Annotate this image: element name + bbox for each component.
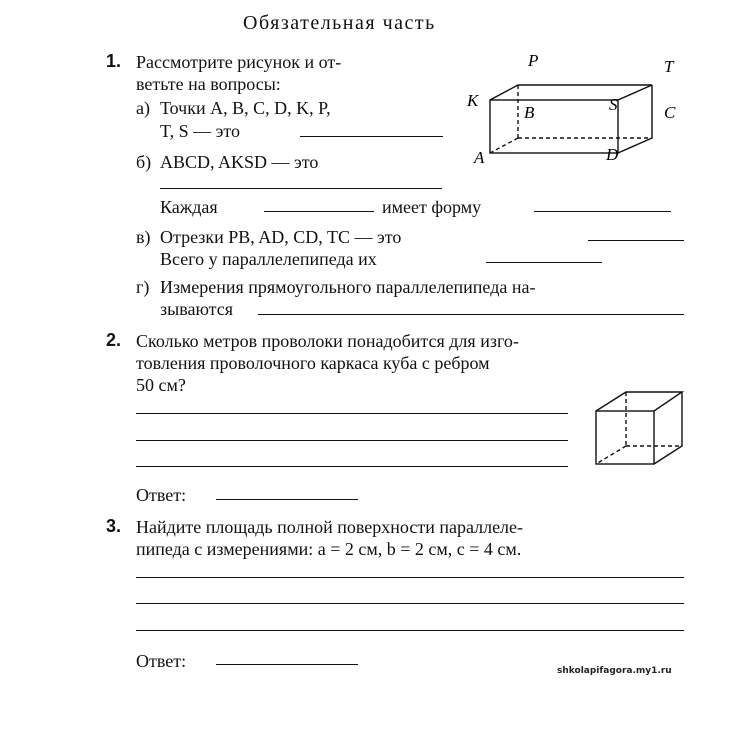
front-face-AKSD bbox=[490, 100, 618, 153]
q1-b-has-form: имеет форму bbox=[382, 197, 482, 217]
q1-b-form-blank[interactable] bbox=[534, 211, 671, 212]
q2-answer-blank[interactable] bbox=[216, 499, 358, 500]
q1-b-answer-blank[interactable] bbox=[160, 188, 442, 189]
q3-work-line[interactable] bbox=[136, 630, 684, 631]
q1-b-each: Каждая bbox=[160, 197, 218, 217]
q1-g-line2: зываются bbox=[160, 299, 234, 319]
q3-number: 3. bbox=[106, 516, 122, 536]
label-K: K bbox=[467, 91, 479, 110]
top-face bbox=[490, 85, 652, 100]
q3-line1: Найдите площадь полной поверхности параллеле- bbox=[136, 517, 524, 537]
q1-b-each-blank[interactable] bbox=[264, 211, 374, 212]
label-A: A bbox=[474, 148, 485, 167]
q1-intro-line1: Рассмотрите рисунок и от- bbox=[136, 52, 342, 72]
cube-figure bbox=[592, 390, 692, 470]
q2-answer-label: Ответ: bbox=[136, 485, 187, 505]
q2-line1: Сколько метров проволоки понадобится для изго- bbox=[136, 331, 519, 351]
q3-work-line[interactable] bbox=[136, 603, 684, 604]
q2-work-line[interactable] bbox=[136, 466, 568, 467]
q2-work-line[interactable] bbox=[136, 413, 568, 414]
q3-answer-blank[interactable] bbox=[216, 664, 358, 665]
q3-work-line[interactable] bbox=[136, 577, 684, 578]
q1-g-marker: г) bbox=[136, 277, 150, 297]
q1-v-answer-blank[interactable] bbox=[588, 240, 684, 241]
watermark: shkolapifagora.my1.ru bbox=[557, 666, 672, 676]
q1-a-line1: Точки A, B, C, D, K, P, bbox=[160, 98, 331, 118]
q2-line3: 50 см? bbox=[136, 375, 186, 395]
label-C: C bbox=[664, 103, 676, 122]
q1-g-line1: Измерения прямоугольного параллелепипеда на- bbox=[160, 277, 536, 297]
q1-v-line2: Всего у параллелепипеда их bbox=[160, 249, 377, 269]
cube-top-face bbox=[596, 392, 682, 411]
label-S: S bbox=[609, 95, 618, 114]
q1-g-answer-blank[interactable] bbox=[258, 314, 684, 315]
q1-b-marker: б) bbox=[136, 152, 152, 172]
q1-v-line1: Отрезки PB, AD, CD, TC — это bbox=[160, 227, 402, 247]
q2-work-line[interactable] bbox=[136, 440, 568, 441]
cube-front-face bbox=[596, 411, 654, 464]
label-B: B bbox=[524, 103, 535, 122]
q3-line2: пипеда с измерениями: a = 2 см, b = 2 см, c = 4 см. bbox=[136, 539, 522, 559]
q1-intro-line2: ветьте на вопросы: bbox=[136, 74, 281, 94]
page-title: Обязательная часть bbox=[243, 12, 436, 34]
q1-number: 1. bbox=[106, 51, 122, 71]
label-P: P bbox=[528, 51, 539, 70]
q1-a-line2: T, S — это bbox=[160, 121, 241, 141]
cube-right-face bbox=[654, 392, 682, 464]
q2-line2: товления проволочного каркаса куба с ребром bbox=[136, 353, 490, 373]
right-face bbox=[618, 85, 652, 153]
q1-a-marker: а) bbox=[136, 98, 150, 118]
parallelepiped-figure bbox=[460, 50, 690, 170]
q1-v-marker: в) bbox=[136, 227, 151, 247]
q1-b-line1: ABCD, AKSD — это bbox=[160, 152, 319, 172]
cube-edge-hidden bbox=[596, 446, 626, 464]
q2-number: 2. bbox=[106, 330, 122, 350]
label-D: D bbox=[606, 145, 619, 164]
q1-v-count-blank[interactable] bbox=[486, 262, 602, 263]
edge-BA-hidden bbox=[490, 138, 518, 153]
q1-a-answer-blank[interactable] bbox=[300, 136, 443, 137]
label-T: T bbox=[664, 57, 674, 76]
q3-answer-label: Ответ: bbox=[136, 651, 187, 671]
